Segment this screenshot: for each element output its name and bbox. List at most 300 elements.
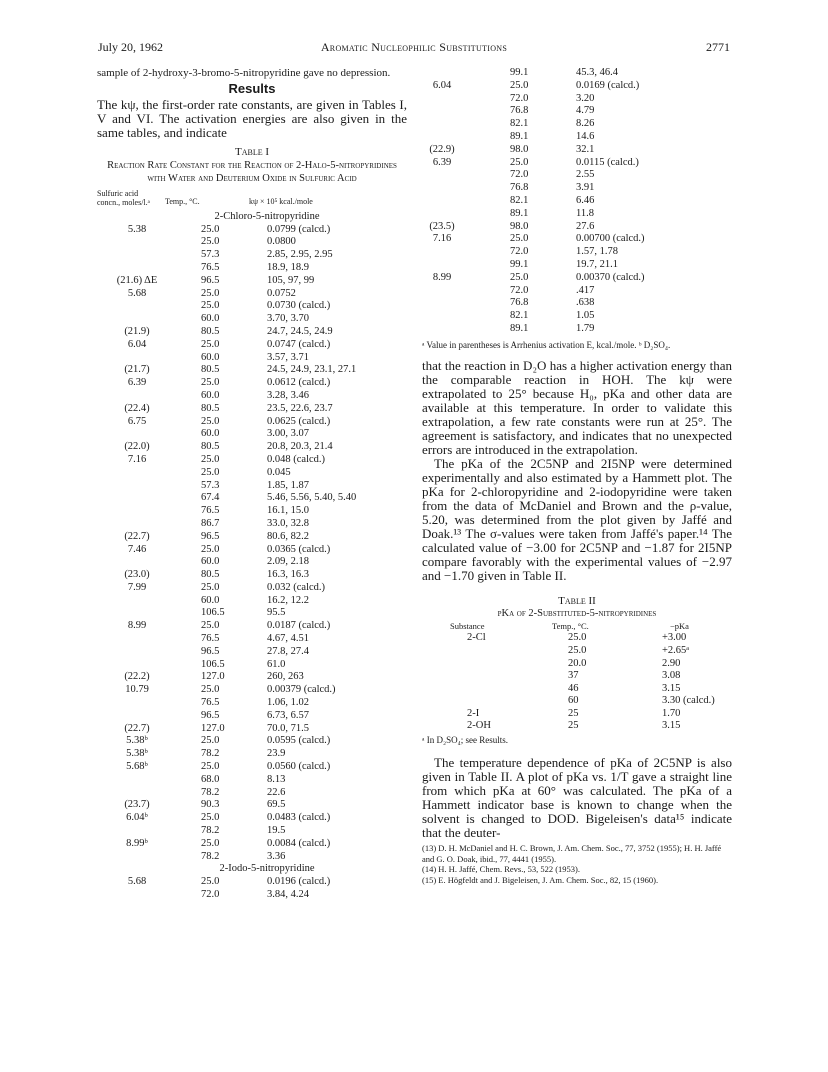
temperature-cell: 25.0 bbox=[510, 156, 529, 168]
acid-concentration-cell: 5.38ᵇ bbox=[126, 735, 148, 747]
table-row bbox=[422, 182, 732, 195]
temperature-cell: 78.2 bbox=[201, 850, 220, 862]
table-row bbox=[422, 131, 732, 144]
acid-concentration-cell: 6.75 bbox=[127, 415, 147, 427]
pka-cell: +2.65ᵃ bbox=[662, 644, 690, 656]
rate-constant-cell: 260, 263 bbox=[267, 671, 304, 683]
table-row bbox=[97, 262, 407, 275]
rate-constant-cell: 0.0187 (calcd.) bbox=[267, 620, 331, 632]
temperature-cell: 96.5 bbox=[201, 709, 220, 721]
paragraph-2: The pKa of the 2C5NP and 2I5NP were determined experimentally and also estimated by a Hammett plot. The pKa for 2-chloropyridine and 2-iodopyridine were taken from the data of McDaniel and Brown and the ρ-value, 5.20, was determined from the plot given by Jaffé and Doak.¹³ The σ-values were taken from Jaffé's paper.¹⁴ The calculated value of −3.00 for 2C5NP and −1.87 for 2I5NP compare favorably with the experimental values of −2.97 and −1.70 given in Table II. bbox=[422, 455, 732, 583]
table-row bbox=[422, 285, 732, 298]
table-row bbox=[422, 118, 732, 131]
rate-constant-cell: 0.0730 (calcd.) bbox=[267, 300, 331, 312]
acid-concentration-cell: 5.68 bbox=[127, 876, 147, 888]
rate-constant-cell: 2.09, 2.18 bbox=[267, 556, 309, 568]
table-row bbox=[97, 697, 407, 710]
rate-constant-cell: 0.0747 (calcd.) bbox=[267, 338, 331, 350]
temperature-cell: 46 bbox=[568, 682, 579, 694]
table-row bbox=[97, 659, 407, 672]
rate-constant-cell: 24.7, 24.5, 24.9 bbox=[267, 325, 333, 337]
table-row bbox=[97, 544, 407, 557]
rate-constant-cell: 3.70, 3.70 bbox=[267, 313, 309, 325]
acid-concentration-cell: (22.4) bbox=[124, 402, 150, 414]
table-row bbox=[97, 518, 407, 531]
table-row bbox=[422, 208, 732, 221]
rate-constant-cell: 45.3, 46.4 bbox=[576, 67, 618, 78]
temperature-cell: 127.0 bbox=[201, 722, 225, 734]
acid-concentration-cell: 6.04 bbox=[127, 338, 147, 350]
temperature-cell: 25.0 bbox=[201, 543, 220, 555]
table-row bbox=[422, 658, 732, 671]
table-row bbox=[97, 275, 407, 288]
table-row bbox=[97, 300, 407, 313]
rate-constant-cell: 18.9, 18.9 bbox=[267, 261, 309, 273]
rate-constant-cell: 0.0169 (calcd.) bbox=[576, 79, 640, 91]
table1-col-temp: Temp., °C. bbox=[165, 196, 200, 206]
rate-constant-cell: .417 bbox=[576, 284, 595, 296]
temperature-cell: 98.0 bbox=[510, 220, 529, 232]
temperature-cell: 20.0 bbox=[568, 657, 587, 669]
table2-caption: Table II bbox=[558, 594, 596, 607]
rate-constant-cell: 70.0, 71.5 bbox=[267, 722, 309, 734]
rate-constant-cell: 2.85, 2.95, 2.95 bbox=[267, 249, 333, 261]
acid-concentration-cell: (22.7) bbox=[124, 530, 150, 542]
table-row bbox=[97, 646, 407, 659]
table-row bbox=[422, 708, 732, 721]
rate-constant-cell: 0.0800 bbox=[267, 236, 296, 248]
temperature-cell: 25.0 bbox=[201, 812, 220, 824]
temperature-cell: 25.0 bbox=[201, 761, 220, 773]
rate-constant-cell: 0.0365 (calcd.) bbox=[267, 543, 331, 555]
acid-concentration-cell: (23.7) bbox=[124, 799, 150, 811]
table-row bbox=[97, 761, 407, 774]
rate-constant-cell: 32.1 bbox=[576, 143, 595, 155]
table-row bbox=[97, 467, 407, 480]
reference-15: (15) E. Högfeldt and J. Bigeleisen, J. Am. Chem. Soc., 82, 15 (1960). bbox=[422, 874, 659, 885]
temperature-cell: 60 bbox=[568, 695, 579, 707]
temperature-cell: 67.4 bbox=[201, 492, 220, 504]
table-row bbox=[422, 195, 732, 208]
rate-constant-cell: 0.0595 (calcd.) bbox=[267, 735, 331, 747]
table-row bbox=[97, 838, 407, 851]
temperature-cell: 25.0 bbox=[201, 684, 220, 696]
table1-body-a bbox=[97, 224, 407, 864]
rate-constant-cell: 3.36 bbox=[267, 850, 286, 862]
table-row bbox=[422, 80, 732, 93]
table-row bbox=[97, 671, 407, 684]
table-row bbox=[97, 288, 407, 301]
rate-constant-cell: 4.67, 4.51 bbox=[267, 633, 309, 645]
table-row bbox=[97, 505, 407, 518]
table1-subhead-iodo: 2-Iodo-5-nitropyridine bbox=[219, 863, 315, 875]
temperature-cell: 25 bbox=[568, 707, 579, 719]
temperature-cell: 98.0 bbox=[510, 143, 529, 155]
temperature-cell: 76.8 bbox=[510, 182, 529, 194]
temperature-cell: 72.0 bbox=[510, 92, 529, 104]
rate-constant-cell: 61.0 bbox=[267, 658, 286, 670]
rate-constant-cell: 69.5 bbox=[267, 799, 286, 811]
rate-constant-cell: 0.0752 bbox=[267, 287, 296, 299]
table2-column-headers bbox=[422, 620, 732, 632]
table-row bbox=[97, 620, 407, 633]
table1-caption: Table I bbox=[234, 146, 270, 159]
table-row bbox=[97, 403, 407, 416]
temperature-cell: 82.1 bbox=[510, 310, 529, 322]
temperature-cell: 25.0 bbox=[568, 644, 587, 656]
pka-cell: 3.15 bbox=[662, 720, 681, 732]
results-text: The kψ, the first-order rate constants, are given in Tables I, V and VI. The activation energies are also given in the same tables, and indicate bbox=[97, 97, 407, 141]
table-row bbox=[97, 416, 407, 429]
acid-concentration-cell: (23.0) bbox=[124, 569, 150, 581]
rate-constant-cell: 3.00, 3.07 bbox=[267, 428, 309, 440]
temperature-cell: 25.0 bbox=[201, 415, 220, 427]
rate-constant-cell: 0.0612 (calcd.) bbox=[267, 377, 331, 389]
rate-constant-cell: 3.28, 3.46 bbox=[267, 389, 309, 401]
acid-concentration-cell: 7.46 bbox=[127, 543, 147, 555]
table-row bbox=[97, 377, 407, 390]
rate-constant-cell: 16.1, 15.0 bbox=[267, 505, 309, 517]
temperature-cell: 76.5 bbox=[201, 261, 220, 273]
table-row bbox=[422, 169, 732, 182]
rate-constant-cell: 33.0, 32.8 bbox=[267, 517, 309, 529]
table-row bbox=[422, 695, 732, 708]
rate-constant-cell: 95.5 bbox=[267, 607, 286, 619]
acid-concentration-cell: (22.2) bbox=[124, 671, 150, 683]
temperature-cell: 25.0 bbox=[510, 79, 529, 91]
table1-col-rate: kψ × 10⁵ kcal./mole bbox=[249, 196, 313, 206]
table-row bbox=[422, 221, 732, 234]
acid-concentration-cell: (22.9) bbox=[429, 143, 455, 155]
acid-concentration-cell: (21.9) bbox=[124, 325, 150, 337]
page-number: 2771 bbox=[706, 40, 730, 54]
table-row bbox=[97, 364, 407, 377]
temperature-cell: 25.0 bbox=[201, 735, 220, 747]
acid-concentration-cell: 8.99ᵇ bbox=[126, 837, 148, 849]
running-title: Aromatic Nucleophilic Substitutions bbox=[320, 40, 508, 54]
temperature-cell: 25.0 bbox=[201, 876, 220, 888]
temperature-cell: 76.5 bbox=[201, 633, 220, 645]
rate-constant-cell: 11.8 bbox=[576, 207, 594, 219]
temperature-cell: 57.3 bbox=[201, 479, 220, 491]
table1-title: Reaction Rate Constant for the Reaction of 2-Halo-5-nitropyridines with Water and Deuterium Oxide in Sulfuric Acid bbox=[107, 159, 397, 184]
temperature-cell: 25.0 bbox=[201, 620, 220, 632]
temperature-cell: 78.2 bbox=[201, 825, 220, 837]
temperature-cell: 90.3 bbox=[201, 799, 220, 811]
table2-col-temp: Temp., °C. bbox=[552, 621, 589, 632]
rate-constant-cell: 0.048 (calcd.) bbox=[267, 453, 326, 465]
rate-constant-cell: 105, 97, 99 bbox=[267, 274, 315, 286]
acid-concentration-cell: 8.99 bbox=[432, 271, 452, 283]
header-date: July 20, 1962 bbox=[98, 40, 164, 54]
acid-concentration-cell: 6.39 bbox=[432, 156, 452, 168]
table-row bbox=[422, 93, 732, 106]
table-row bbox=[97, 787, 407, 800]
table-row bbox=[422, 645, 732, 658]
acid-concentration-cell: (21.6) ΔE bbox=[116, 274, 158, 286]
table1-footnote: ᵃ Value in parentheses is Arrhenius activation E, kcal./mole. ᵇ D₂SO₄. bbox=[422, 339, 671, 350]
rate-constant-cell: 27.8, 27.4 bbox=[267, 645, 309, 657]
rate-constant-cell: 0.032 (calcd.) bbox=[267, 581, 326, 593]
right-column bbox=[422, 67, 732, 885]
table-row bbox=[422, 246, 732, 259]
table1-body-continued bbox=[422, 67, 732, 336]
temperature-cell: 25.0 bbox=[510, 271, 529, 283]
temperature-cell: 25.0 bbox=[568, 632, 587, 644]
substance-cell: 2-OH bbox=[467, 720, 491, 732]
acid-concentration-cell: 10.79 bbox=[125, 684, 149, 696]
table-row bbox=[97, 710, 407, 723]
temperature-cell: 60.0 bbox=[201, 594, 220, 606]
temperature-cell: 57.3 bbox=[201, 249, 220, 261]
temperature-cell: 99.1 bbox=[510, 67, 529, 78]
pka-cell: 3.15 bbox=[662, 682, 681, 694]
temperature-cell: 80.5 bbox=[201, 325, 220, 337]
table-row bbox=[97, 224, 407, 237]
acid-concentration-cell: (23.5) bbox=[429, 220, 455, 232]
acid-concentration-cell: 6.04 bbox=[432, 79, 452, 91]
rate-constant-cell: 0.0084 (calcd.) bbox=[267, 837, 331, 849]
rate-constant-cell: 19.7, 21.1 bbox=[576, 258, 618, 270]
rate-constant-cell: 2.55 bbox=[576, 169, 595, 181]
temperature-cell: 60.0 bbox=[201, 556, 220, 568]
table-row bbox=[97, 735, 407, 748]
table-row bbox=[97, 556, 407, 569]
paragraph-1: that the reaction in D₂O has a higher activation energy than the comparable reaction in HOH. The kψ were extrapolated to 25° because H₀, pKa and other data are available at this temperature. In order to validate this extrapolation, a few rate constants were run at 25°. The agreement is satisfactory, and indicates that no unexpected errors are introduced in the extrapolation. bbox=[422, 357, 732, 457]
table-row bbox=[97, 748, 407, 761]
table-row bbox=[97, 876, 407, 889]
temperature-cell: 78.2 bbox=[201, 786, 220, 798]
rate-constant-cell: 1.57, 1.78 bbox=[576, 246, 618, 258]
substance-cell: 2-Cl bbox=[467, 632, 486, 644]
temperature-cell: 106.5 bbox=[201, 607, 225, 619]
rate-constant-cell: 19.5 bbox=[267, 825, 286, 837]
temperature-cell: 89.1 bbox=[510, 322, 529, 334]
rate-constant-cell: 0.0196 (calcd.) bbox=[267, 876, 331, 888]
table-row bbox=[97, 723, 407, 736]
table-row bbox=[97, 799, 407, 812]
temperature-cell: 72.0 bbox=[510, 284, 529, 296]
table-row bbox=[422, 632, 732, 645]
table-row bbox=[422, 297, 732, 310]
left-column bbox=[97, 67, 407, 902]
table-row bbox=[97, 236, 407, 249]
table-row bbox=[97, 441, 407, 454]
temperature-cell: 60.0 bbox=[201, 313, 220, 325]
table-row bbox=[97, 339, 407, 352]
rate-constant-cell: 27.6 bbox=[576, 220, 595, 232]
rate-constant-cell: 23.9 bbox=[267, 748, 286, 760]
acid-concentration-cell: 7.99 bbox=[127, 581, 147, 593]
table-row bbox=[97, 607, 407, 620]
rate-constant-cell: 22.6 bbox=[267, 786, 286, 798]
table2-col-pka: −pKa bbox=[670, 621, 689, 632]
temperature-cell: 60.0 bbox=[201, 351, 220, 363]
rate-constant-cell: 8.26 bbox=[576, 118, 595, 130]
temperature-cell: 82.1 bbox=[510, 118, 529, 130]
table-row bbox=[422, 720, 732, 733]
table-row bbox=[97, 390, 407, 403]
table1-subhead-chloro: 2-Chloro-5-nitropyridine bbox=[214, 210, 320, 222]
references bbox=[422, 843, 732, 885]
rate-constant-cell: 3.57, 3.71 bbox=[267, 351, 309, 363]
reference-14: (14) H. H. Jaffé, Chem. Revs., 53, 522 (1953). bbox=[422, 864, 581, 875]
rate-constant-cell: 8.13 bbox=[267, 773, 286, 785]
table-row bbox=[422, 67, 732, 80]
temperature-cell: 99.1 bbox=[510, 258, 529, 270]
temperature-cell: 82.1 bbox=[510, 194, 529, 206]
pka-cell: 3.30 (calcd.) bbox=[662, 695, 715, 707]
temperature-cell: 72.0 bbox=[510, 246, 529, 258]
table2-col-substance: Substance bbox=[450, 621, 485, 632]
temperature-cell: 89.1 bbox=[510, 130, 529, 142]
temperature-cell: 80.5 bbox=[201, 402, 220, 414]
acid-concentration-cell: (22.0) bbox=[124, 441, 150, 453]
rate-constant-cell: 4.79 bbox=[576, 105, 595, 117]
table-row bbox=[97, 851, 407, 864]
temperature-cell: 25.0 bbox=[201, 338, 220, 350]
acid-concentration-cell: 7.16 bbox=[432, 233, 452, 245]
table-row bbox=[97, 313, 407, 326]
table-row bbox=[97, 825, 407, 838]
temperature-cell: 25.0 bbox=[201, 837, 220, 849]
table-row bbox=[97, 684, 407, 697]
acid-concentration-cell: 5.38 bbox=[127, 223, 147, 235]
table-row bbox=[97, 249, 407, 262]
table1-col-acid: Sulfuric acid concn., moles/l.ᵃ bbox=[97, 188, 150, 207]
rate-constant-cell: 1.79 bbox=[576, 322, 595, 334]
temperature-cell: 25.0 bbox=[201, 466, 220, 478]
rate-constant-cell: 3.91 bbox=[576, 182, 595, 194]
acid-concentration-cell: 8.99 bbox=[127, 620, 147, 632]
table2-footnote: ᵃ In D₂SO₄; see Results. bbox=[422, 735, 508, 746]
temperature-cell: 25.0 bbox=[201, 236, 220, 248]
temperature-cell: 25.0 bbox=[510, 233, 529, 245]
temperature-cell: 96.5 bbox=[201, 645, 220, 657]
temperature-cell: 96.5 bbox=[201, 530, 220, 542]
results-heading: Results bbox=[228, 80, 276, 96]
table-row bbox=[422, 144, 732, 157]
temperature-cell: 78.2 bbox=[201, 748, 220, 760]
acid-concentration-cell: 5.68 bbox=[127, 287, 147, 299]
table-row bbox=[422, 105, 732, 118]
temperature-cell: 72.0 bbox=[201, 889, 220, 901]
temperature-cell: 76.8 bbox=[510, 105, 529, 117]
temperature-cell: 76.5 bbox=[201, 697, 220, 709]
temperature-cell: 25.0 bbox=[201, 223, 220, 235]
temperature-cell: 25 bbox=[568, 720, 579, 732]
rate-constant-cell: 24.5, 24.9, 23.1, 27.1 bbox=[267, 364, 357, 376]
temperature-cell: 68.0 bbox=[201, 773, 220, 785]
acid-concentration-cell: (21.7) bbox=[124, 364, 150, 376]
rate-constant-cell: 6.73, 6.57 bbox=[267, 709, 309, 721]
rate-constant-cell: 0.00379 (calcd.) bbox=[267, 684, 336, 696]
rate-constant-cell: 3.20 bbox=[576, 92, 595, 104]
rate-constant-cell: 3.84, 4.24 bbox=[267, 889, 309, 901]
table1-column-headers bbox=[97, 189, 407, 211]
rate-constant-cell: 0.0483 (calcd.) bbox=[267, 812, 331, 824]
temperature-cell: 89.1 bbox=[510, 207, 529, 219]
table-row bbox=[97, 569, 407, 582]
rate-constant-cell: 0.0799 (calcd.) bbox=[267, 223, 331, 235]
rate-constant-cell: 0.00370 (calcd.) bbox=[576, 271, 645, 283]
rate-constant-cell: 20.8, 20.3, 21.4 bbox=[267, 441, 333, 453]
temperature-cell: 25.0 bbox=[201, 453, 220, 465]
acid-concentration-cell: 5.68ᵇ bbox=[126, 761, 148, 773]
temperature-cell: 60.0 bbox=[201, 389, 220, 401]
temperature-cell: 76.5 bbox=[201, 505, 220, 517]
rate-constant-cell: 0.045 bbox=[267, 466, 291, 478]
rate-constant-cell: 23.5, 22.6, 23.7 bbox=[267, 402, 333, 414]
table-row bbox=[97, 492, 407, 505]
table-row bbox=[97, 531, 407, 544]
rate-constant-cell: 0.00700 (calcd.) bbox=[576, 233, 645, 245]
table-row bbox=[422, 157, 732, 170]
temperature-cell: 76.8 bbox=[510, 297, 529, 309]
rate-constant-cell: 1.06, 1.02 bbox=[267, 697, 309, 709]
table-row bbox=[97, 428, 407, 441]
temperature-cell: 127.0 bbox=[201, 671, 225, 683]
rate-constant-cell: 0.0560 (calcd.) bbox=[267, 761, 331, 773]
pka-cell: 3.08 bbox=[662, 670, 681, 682]
table-row bbox=[97, 454, 407, 467]
table-row bbox=[97, 889, 407, 902]
table-row bbox=[97, 774, 407, 787]
temperature-cell: 80.5 bbox=[201, 569, 220, 581]
paragraph-3: The temperature dependence of pKa of 2C5NP is also given in Table II. A plot of pKa vs. 1/T gave a straight line from which pKa at 60° was calculated. The pKa of a Hammett indicator base is known to change when the solvent is changed to DOD. Bigeleisen's data¹⁵ indicate that the deuter- bbox=[422, 755, 732, 841]
table-row bbox=[97, 352, 407, 365]
temperature-cell: 25.0 bbox=[201, 300, 220, 312]
table-row bbox=[422, 683, 732, 696]
temperature-cell: 80.5 bbox=[201, 441, 220, 453]
rate-constant-cell: 16.2, 12.2 bbox=[267, 594, 309, 606]
pka-cell: 1.70 bbox=[662, 707, 681, 719]
table-row bbox=[422, 323, 732, 336]
temperature-cell: 60.0 bbox=[201, 428, 220, 440]
acid-concentration-cell: (22.7) bbox=[124, 722, 150, 734]
pka-cell: +3.00 bbox=[662, 632, 687, 644]
acid-concentration-cell: 6.04ᵇ bbox=[126, 812, 148, 824]
table2-title: pKa of 2-Substituted-5-nitropyridines bbox=[497, 608, 657, 620]
rate-constant-cell: 1.05 bbox=[576, 310, 595, 322]
temperature-cell: 96.5 bbox=[201, 274, 220, 286]
table-row bbox=[97, 582, 407, 595]
table-row bbox=[422, 233, 732, 246]
table-row bbox=[422, 272, 732, 285]
reference-13: (13) D. H. McDaniel and H. C. Brown, J. Am. Chem. Soc., 77, 3752 (1955); H. H. Jaffé and G. O. Doak, ibid., 77, 4441 (1955). bbox=[422, 843, 722, 864]
rate-constant-cell: 16.3, 16.3 bbox=[267, 569, 309, 581]
acid-concentration-cell: 7.16 bbox=[127, 453, 147, 465]
temperature-cell: 86.7 bbox=[201, 517, 220, 529]
acid-concentration-cell: 6.39 bbox=[127, 377, 147, 389]
rate-constant-cell: 0.0115 (calcd.) bbox=[576, 156, 639, 168]
rate-constant-cell: 0.0625 (calcd.) bbox=[267, 415, 331, 427]
table-row bbox=[97, 595, 407, 608]
rate-constant-cell: 1.85, 1.87 bbox=[267, 479, 309, 491]
temperature-cell: 106.5 bbox=[201, 658, 225, 670]
table-row bbox=[422, 310, 732, 323]
table-row bbox=[97, 812, 407, 825]
temperature-cell: 72.0 bbox=[510, 169, 529, 181]
rate-constant-cell: 6.46 bbox=[576, 194, 595, 206]
temperature-cell: 80.5 bbox=[201, 364, 220, 376]
intro-text: sample of 2-hydroxy-3-bromo-5-nitropyridine gave no depression. bbox=[97, 67, 391, 79]
table-row bbox=[97, 480, 407, 493]
pka-cell: 2.90 bbox=[662, 657, 681, 669]
rate-constant-cell: 5.46, 5.56, 5.40, 5.40 bbox=[267, 492, 357, 504]
table-row bbox=[422, 670, 732, 683]
rate-constant-cell: 80.6, 82.2 bbox=[267, 530, 309, 542]
